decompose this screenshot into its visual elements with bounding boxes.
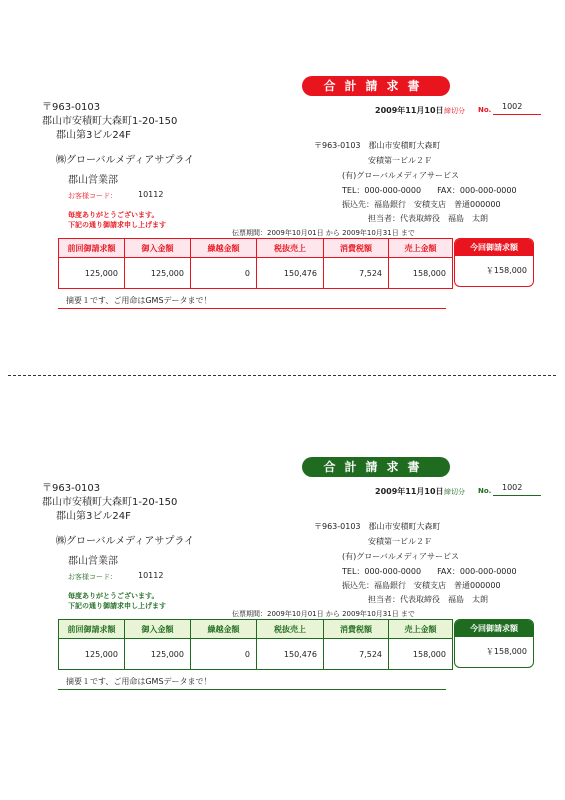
sender-building: 安積第一ビル２Ｆ [368, 156, 432, 165]
invoice-title: 合計請求書 [302, 457, 450, 477]
sender-person: 担当者：代表取締役 福島 太朗 [368, 595, 488, 604]
sender-bank: 振込先：福島銀行 安積支店 普通000000 [342, 200, 501, 209]
amount-value: 158,000 [389, 258, 453, 289]
thanks-line-2: 下記の通り御請求申し上げます [68, 221, 166, 229]
invoice-date: 2009年11月10日 [375, 487, 444, 496]
sender-tel-fax: TEL：000-000-0000 FAX：000-000-0000 [342, 186, 517, 195]
sender-tel-fax: TEL：000-000-0000 FAX：000-000-0000 [342, 567, 517, 576]
amount-value: 125,000 [59, 639, 125, 670]
amount-col-header: 御入金額 [125, 239, 191, 258]
current-amount-value: ￥158,000 [485, 647, 527, 656]
amount-col-header: 繰越金額 [191, 620, 257, 639]
sender-building: 安積第一ビル２Ｆ [368, 537, 432, 546]
amount-col-header: 繰越金額 [191, 239, 257, 258]
invoice-no-underline [493, 495, 541, 496]
recipient-postal: 〒963-0103 [42, 102, 101, 113]
recipient-dept: 郡山営業部 [68, 556, 118, 567]
amount-value: 125,000 [125, 258, 191, 289]
remarks-underline [58, 308, 446, 309]
cutoff-label: 締切分 [444, 107, 465, 115]
amount-col-header: 前回御請求額 [59, 620, 125, 639]
thanks-line-1: 毎度ありがとうございます。 [68, 211, 159, 219]
amount-value: 150,476 [257, 258, 324, 289]
amount-col-header: 消費税額 [324, 620, 389, 639]
amount-value: 7,524 [324, 639, 389, 670]
current-amount-label: 今回御請求額 [455, 239, 533, 256]
sender-address: 〒963-0103 郡山市安積町大森町 [314, 141, 441, 150]
invoice-no-label: No. [478, 487, 492, 495]
invoice-no-underline [493, 114, 541, 115]
recipient-address2: 郡山第3ビル24F [56, 511, 131, 522]
billing-period: 伝票期間：2009年10月01日 から 2009年10月31日 まで [232, 229, 415, 237]
amount-value: 0 [191, 639, 257, 670]
remarks-underline [58, 689, 446, 690]
invoice-title: 合計請求書 [302, 76, 450, 96]
amount-col-header: 前回御請求額 [59, 239, 125, 258]
amount-value: 7,524 [324, 258, 389, 289]
invoice-no-value: 1002 [502, 483, 523, 492]
amount-col-header: 売上金額 [389, 620, 453, 639]
amount-header-row [59, 239, 453, 258]
amount-value: 150,476 [257, 639, 324, 670]
thanks-line-2: 下記の通り御請求申し上げます [68, 602, 166, 610]
amount-value: 125,000 [59, 258, 125, 289]
amount-value-row [59, 258, 453, 289]
remarks-note: 摘要１です、ご用命はGMSデータまで！ [66, 296, 212, 305]
invoice-no-label: No. [478, 106, 492, 114]
customer-code-label: お客様コード： [68, 192, 117, 200]
invoice-slip-green [0, 457, 565, 757]
amount-value: 158,000 [389, 639, 453, 670]
recipient-company: ㈱グローバルメディアサプライ [56, 536, 195, 547]
recipient-address2: 郡山第3ビル24F [56, 130, 131, 141]
sender-person: 担当者：代表取締役 福島 太朗 [368, 214, 488, 223]
customer-code-value: 10112 [138, 190, 164, 199]
sender-address: 〒963-0103 郡山市安積町大森町 [314, 522, 441, 531]
amount-col-header: 御入金額 [125, 620, 191, 639]
recipient-postal: 〒963-0103 [42, 483, 101, 494]
remarks-note: 摘要１です、ご用命はGMSデータまで！ [66, 677, 212, 686]
customer-code-label: お客様コード： [68, 573, 117, 581]
amount-value: 125,000 [125, 639, 191, 670]
amount-header-row [59, 620, 453, 639]
amount-col-header: 税抜売上 [257, 239, 324, 258]
recipient-address1: 郡山市安積町大森町1-20-150 [42, 116, 178, 127]
amount-col-header: 税抜売上 [257, 620, 324, 639]
amount-table [58, 619, 453, 670]
current-amount-label: 今回御請求額 [455, 620, 533, 637]
invoice-slip-red [0, 76, 565, 376]
current-amount-value: ￥158,000 [485, 266, 527, 275]
sender-company: (有)グローバルメディアサービス [342, 552, 459, 561]
sender-bank: 振込先：福島銀行 安積支店 普通000000 [342, 581, 501, 590]
sender-company: (有)グローバルメディアサービス [342, 171, 459, 180]
current-amount-box [454, 619, 534, 668]
thanks-line-1: 毎度ありがとうございます。 [68, 592, 159, 600]
recipient-dept: 郡山営業部 [68, 175, 118, 186]
invoice-date: 2009年11月10日 [375, 106, 444, 115]
amount-table [58, 238, 453, 289]
invoice-no-value: 1002 [502, 102, 523, 111]
amount-col-header: 売上金額 [389, 239, 453, 258]
amount-value-row [59, 639, 453, 670]
customer-code-value: 10112 [138, 571, 164, 580]
recipient-company: ㈱グローバルメディアサプライ [56, 155, 195, 166]
current-amount-box [454, 238, 534, 287]
cutoff-label: 締切分 [444, 488, 465, 496]
amount-col-header: 消費税額 [324, 239, 389, 258]
amount-value: 0 [191, 258, 257, 289]
billing-period: 伝票期間：2009年10月01日 から 2009年10月31日 まで [232, 610, 415, 618]
recipient-address1: 郡山市安積町大森町1-20-150 [42, 497, 178, 508]
